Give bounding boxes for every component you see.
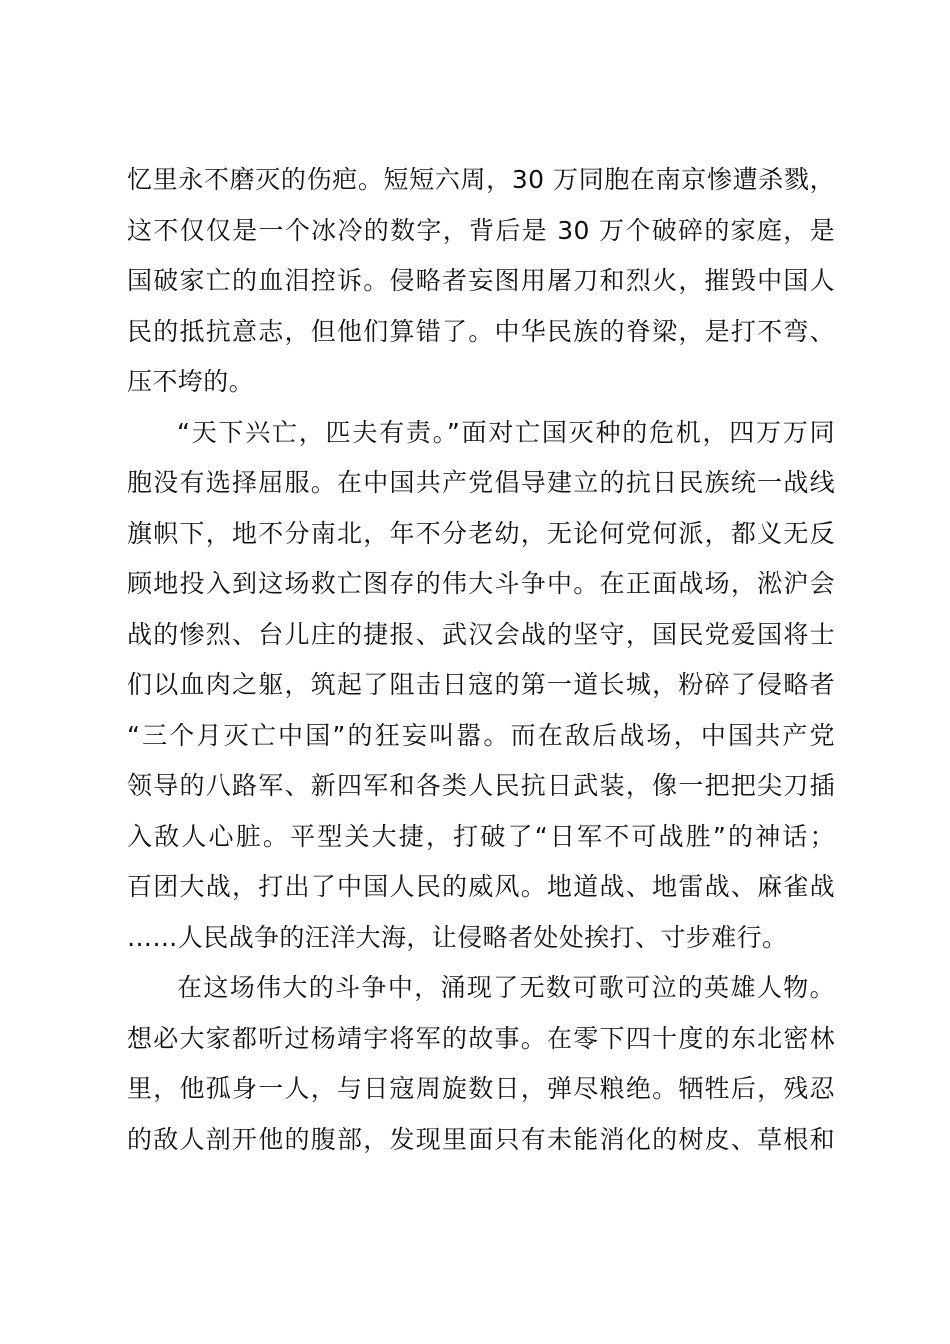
text-line: ……人民战争的汪洋大海，让侵略者处处挨打、寸步难行。: [127, 922, 788, 952]
text-line: 的敌人剖开他的腹部，发现里面只有未能消化的树皮、草根和: [127, 1124, 835, 1154]
text-line: 入敌人心脏。平型关大捷，打破了“日军不可战胜”的神话；: [127, 821, 835, 851]
text-line: 忆里永不磨灭的伤疤。短短六周，30 万同胞在南京惨遭杀戮，: [127, 165, 835, 194]
text-line: 胞没有选择屈服。在中国共产党倡导建立的抗日民族统一战线: [127, 468, 835, 497]
text-line: 这不仅仅是一个冰冷的数字，背后是 30 万个破碎的家庭，是: [127, 215, 835, 245]
text-line: 领导的八路军、新四军和各类人民抗日武装，像一把把尖刀插: [127, 771, 835, 800]
text-line: 想必大家都听过杨靖宇将军的故事。在零下四十度的东北密林: [127, 1023, 835, 1053]
paragraph-first-line: “天下兴亡，匹夫有责。”面对亡国灭种的危机，四万万同: [177, 417, 835, 447]
text-line: 旗帜下，地不分南北，年不分老幼，无论何党何派，都义无反: [127, 518, 835, 548]
body-text: [127, 155, 835, 1165]
paragraph-first-line: 在这场伟大的斗争中，涌现了无数可歌可泣的英雄人物。: [177, 973, 835, 1002]
text-line: 们以血肉之躯，筑起了阻击日寇的第一道长城，粉碎了侵略者: [127, 670, 835, 699]
text-line: 国破家亡的血泪控诉。侵略者妄图用屠刀和烈火，摧毁中国人: [127, 266, 835, 295]
text-line: 战的惨烈、台儿庄的捷报、武汉会战的坚守，国民党爱国将士: [127, 619, 835, 649]
text-line: 顾地投入到这场救亡图存的伟大斗争中。在正面战场，淞沪会: [127, 569, 835, 598]
text-line: 里，他孤身一人，与日寇周旋数日，弹尽粮绝。牺牲后，残忍: [127, 1074, 835, 1103]
text-line: 压不垮的。: [127, 367, 255, 396]
text-line: “三个月灭亡中国”的狂妄叫嚣。而在敌后战场，中国共产党: [127, 720, 835, 750]
text-line: 民的抵抗意志，但他们算错了。中华民族的脊梁，是打不弯、: [127, 316, 835, 346]
text-line: 百团大战，打出了中国人民的威风。地道战、地雷战、麻雀战: [127, 872, 835, 901]
